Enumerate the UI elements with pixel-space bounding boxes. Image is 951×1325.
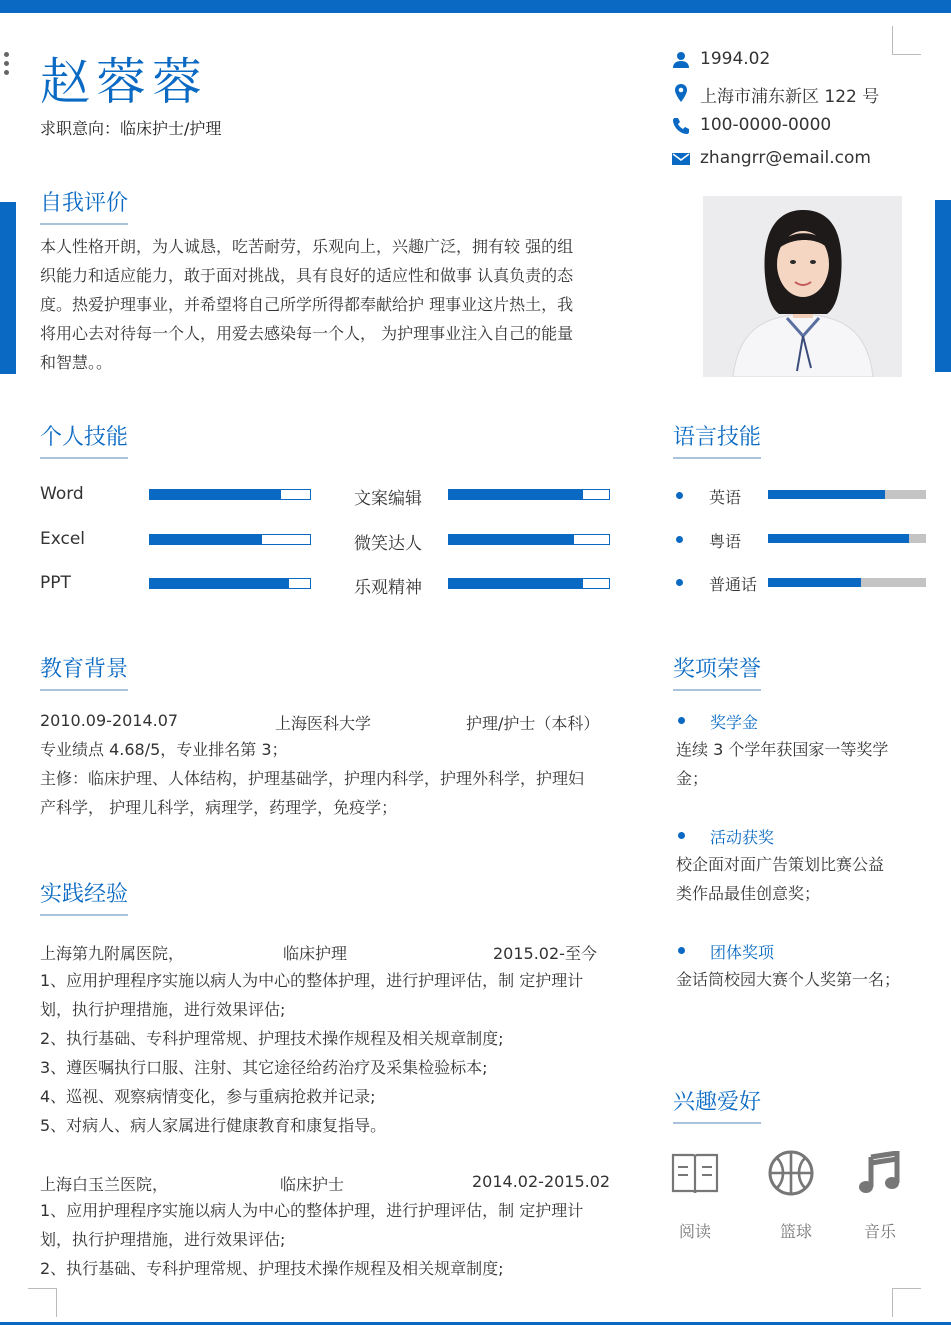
profile-photo bbox=[703, 196, 902, 377]
music-icon bbox=[857, 1151, 901, 1199]
section-title-skills: 个人技能 bbox=[40, 420, 128, 459]
skill-label: Excel bbox=[40, 529, 86, 549]
language-bar bbox=[768, 490, 926, 499]
skill-bar bbox=[448, 489, 610, 500]
bullet-dot bbox=[676, 536, 683, 543]
section-title-awards: 奖项荣誉 bbox=[673, 652, 761, 691]
location-pin-icon bbox=[672, 84, 690, 102]
practice-date: 2014.02-2015.02 bbox=[472, 1172, 611, 1191]
bullet-dot bbox=[678, 947, 685, 954]
skill-label: 微笑达人 bbox=[354, 534, 422, 554]
section-title-education: 教育背景 bbox=[40, 652, 128, 691]
skill-bar bbox=[149, 489, 311, 500]
bullet-dot bbox=[678, 717, 685, 724]
hobby-label: 音乐 bbox=[863, 1222, 896, 1241]
job-intent: 求职意向：临床护士/护理 bbox=[40, 119, 222, 138]
language-label: 普通话 bbox=[709, 575, 758, 594]
drag-handle-icon[interactable] bbox=[0, 52, 14, 79]
section-title-hobbies: 兴趣爱好 bbox=[673, 1085, 761, 1124]
hobby-label: 篮球 bbox=[779, 1222, 812, 1241]
book-icon bbox=[671, 1151, 719, 1199]
practice-details: 1、应用护理程序实施以病人为中心的整体护理，进行护理评估，制 定护理计 划，执行护理措施，进行效果评估; 2、执行基础、专科护理常规、护理技术操作规程及相关规章制度; 3、遵医嘱执行口服、注射、其它途径给药治疗及采集检验标本; 4、巡视、观察病情变化，参与重病抢救并记录; 5、对病人、病人家属进行健康教育和康复指导。 bbox=[40, 971, 584, 1135]
skill-bar bbox=[149, 534, 311, 545]
practice-role: 临床护理 bbox=[283, 944, 348, 963]
phone-icon bbox=[672, 117, 690, 135]
award-title: 团体奖项 bbox=[710, 943, 775, 962]
bullet-dot bbox=[676, 492, 683, 499]
award-title: 活动获奖 bbox=[710, 828, 775, 847]
education-school: 上海医科大学 bbox=[275, 714, 372, 733]
language-label: 英语 bbox=[709, 488, 742, 507]
skill-label: 文案编辑 bbox=[354, 489, 422, 509]
skill-bar bbox=[448, 534, 610, 545]
section-title-languages: 语言技能 bbox=[673, 420, 761, 459]
person-icon bbox=[672, 51, 690, 69]
right-accent-tab bbox=[935, 200, 951, 372]
practice-role: 临床护士 bbox=[280, 1175, 345, 1194]
education-details: 专业绩点 4.68/5，专业排名第 3； 主修：临床护理、人体结构，护理基础学，护理内科学，护理外科学，护理妇 产科学， 护理儿科学，病理学，药理学，免疫学； bbox=[40, 740, 585, 817]
practice-org: 上海第九附属医院， bbox=[40, 944, 185, 963]
practice-details: 1、应用护理程序实施以病人为中心的整体护理，进行护理评估，制 定护理计 划，执行护理措施，进行效果评估; 2、执行基础、专科护理常规、护理技术操作规程及相关规章制度; bbox=[40, 1201, 584, 1278]
award-description: 连续 3 个学年获国家一等奖学 金； bbox=[676, 740, 889, 788]
language-bar bbox=[768, 578, 926, 587]
education-major: 护理/护士（本科） bbox=[466, 714, 600, 733]
award-title: 奖学金 bbox=[710, 713, 759, 732]
basketball-icon bbox=[767, 1149, 815, 1201]
bullet-dot bbox=[676, 579, 683, 586]
candidate-name: 赵蓉蓉 bbox=[40, 53, 208, 111]
award-description: 校企面对面广告策划比赛公益 类作品最佳创意奖； bbox=[676, 855, 885, 903]
corner-mark-top-right bbox=[892, 26, 921, 55]
practice-org: 上海白玉兰医院， bbox=[40, 1175, 169, 1194]
left-accent-tab bbox=[0, 202, 16, 374]
skill-label: 乐观精神 bbox=[354, 578, 422, 598]
section-title-self-evaluation: 自我评价 bbox=[40, 186, 128, 225]
skill-bar bbox=[448, 578, 610, 589]
mail-icon bbox=[672, 150, 690, 168]
skill-label: Word bbox=[40, 484, 84, 504]
section-title-practice: 实践经验 bbox=[40, 877, 128, 916]
language-label: 粤语 bbox=[709, 532, 742, 551]
top-accent-bar bbox=[0, 0, 951, 13]
language-bar bbox=[768, 534, 926, 543]
bullet-dot bbox=[678, 832, 685, 839]
hobby-label: 阅读 bbox=[678, 1222, 711, 1241]
skill-bar bbox=[149, 578, 311, 589]
award-description: 金话筒校园大赛个人奖第一名； bbox=[676, 970, 901, 989]
skill-label: PPT bbox=[40, 573, 71, 593]
corner-mark-bottom-left bbox=[28, 1288, 57, 1317]
education-date: 2010.09-2014.07 bbox=[40, 711, 179, 730]
practice-date: 2015.02-至今 bbox=[493, 944, 597, 963]
self-evaluation-text: 本人性格开朗，为人诚恳，吃苦耐劳，乐观向上，兴趣广泛，拥有较 强的组 织能力和适应能力，敢于面对挑战，具有良好的适应性和做事 认真负责的态 度。热爱护理事业，并希望将自己所学所得都奉献给护 理事业这片热土，我 将用心去对待每一个人，用爱去感染每一个人， 为护理事业注入自己的能量 和智慧。。 bbox=[40, 237, 574, 372]
corner-mark-bottom-right bbox=[892, 1288, 921, 1317]
